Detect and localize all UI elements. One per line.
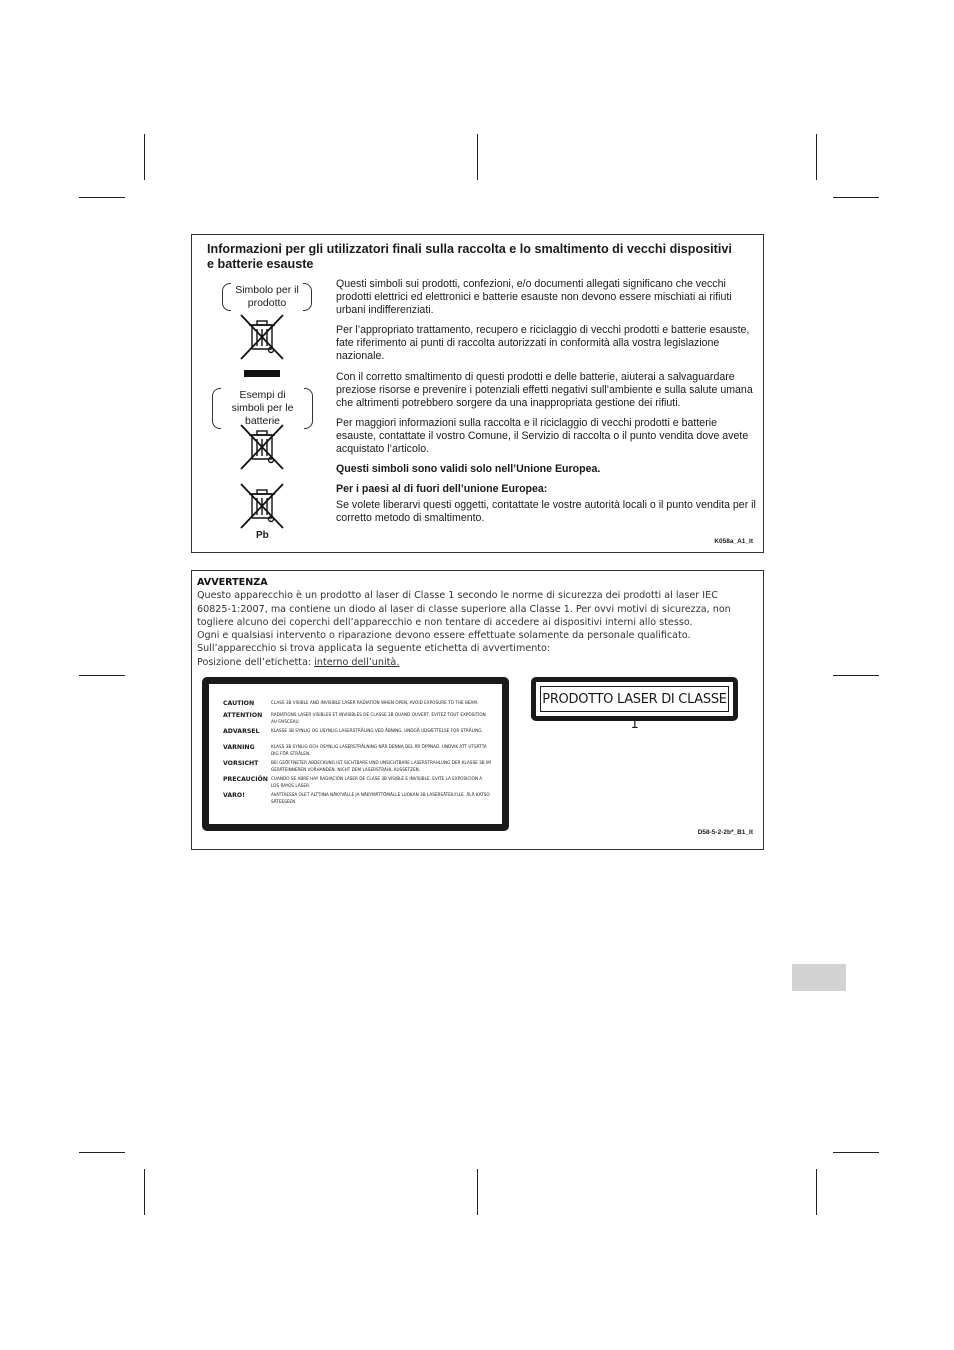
crop-mark [833,197,879,198]
crop-mark [79,675,125,676]
product-symbol-bar [244,370,280,377]
weee-code: K058a_A1_It [714,538,753,545]
outside-eu-text: Se volete liberarvi questi oggetti, contattate le vostre autorità locali o il punto vendita per il corretto metodo di smaltimento. [336,499,756,525]
laser-caution-label: CAUTION CLASS 3B VISIBLE AND INVISIBLE LASER RADIATION WHEN OPEN, AVOID EXPOSURE TO THE BEAM. ATTENTION RADIATIONS LASER VISIBLES ET INVISIBLES DE CLASSE 3B QUAND OUVERT, ÉVITEZ TOUT EXPOSITION AU FAISCEAU. ADVARSEL KLASSE 3B SYNLIG OG USYNLIG LASERSTRÅLING VED ÅBNING. UNDGÅ UDSÆTTELSE FOR STRÅLING. VARNING KLASS 3B SYNLIG OCH OSYNLIG LASERSTRÅLNING NÄR DENNA DEL ÄR ÖPPNAD. UNDVIK ATT UTSÄTTA DIG FÖR STRÅLEN. VORSICHT BEI GEÖFFNETER ABDECKUNG IST SICHTBARE UND UNSICHTBARE LASERSTRAHLUNG DER KLASSE 3B IM GERÄTEINNEREN VORHANDEN. NICHT DEM LASERSTRAHL AUSSETZEN. PRECAUCIÓN CUANDO SE ABRE HAY RADIACIÓN LÁSER DE CLASE 3B VISIBLE E INVISIBLE. EVITE LA EXPOSICIÓN A LOS RAYOS LÁSER. VARO! AVATTAESSA OLET ALTTIINA NÄKYVÄLLE JA NÄKYMÄTTÖMÄLLE LUOKAN 3B LASERSÄTEILYLLE. ÄLÄ KATSO SÄTEESEEN. [202,677,509,831]
crop-mark [816,1169,817,1215]
page-tab-marker [792,964,846,991]
laser-warning-line: togliere alcuno dei coperchi dell’apparecchio e non tentare di accedere ai dispositivi interni allo stesso. [197,616,693,628]
weee-paragraph: Per maggiori informazioni sulla raccolta e il riciclaggio di vecchi prodotti e batterie esauste, contattate il vostro Comune, il Servizio di raccolta o il punto vendita dove avete acquistato l’articolo. [336,416,749,456]
crop-mark [833,1152,879,1153]
crop-mark [144,1169,145,1215]
pb-label: Pb [256,530,269,541]
crop-mark [79,1152,125,1153]
eu-only-note: Questi simboli sono validi solo nell’Unione Europea. [336,463,601,476]
crossed-bin-icon [238,423,286,471]
weee-paragraph: Con il corretto smaltimento di questi prodotti e delle batterie, aiuterai a salvaguardare preziose risorse e prevenire i potenziali effetti negativi sull’ambiente e sulla salute umana che altrimenti potrebbero sorgere da una inappropriata gestione dei rifiuti. [336,370,753,409]
crop-mark [79,197,125,198]
weee-text-column [336,278,756,533]
crop-mark [144,134,145,180]
laser-warning-line: Ogni e qualsiasi intervento o riparazione devono essere effettuate solamente da personale qualificato. [197,630,691,642]
label-position: Posizione dell’etichetta: interno dell’unità. [197,656,400,668]
product-symbol-caption: Simbolo per il prodotto [222,283,312,311]
crop-mark [477,1169,478,1215]
weee-disposal-notice [191,234,764,553]
laser-warning-text [197,576,757,669]
laser-warning-heading: AVVERTENZA [197,577,268,588]
crop-mark [833,675,879,676]
laser-warning-line: 60825-1:2007, ma contiene un diodo al laser di classe superiore alla Classe 1. Per ovvi motivi di sicurezza, non [197,603,731,615]
crop-mark [816,134,817,180]
laser-class1-label: PRODOTTO LASER DI CLASSE 1 [531,677,738,721]
laser-code: D58-5-2-2b*_B1_It [697,829,753,836]
battery-symbol-caption: Esempi di simboli per le batterie [212,388,313,429]
laser-warning-notice [191,570,764,850]
outside-eu-heading: Per i paesi al di fuori dell’unione Europea: [336,483,548,496]
crossed-bin-icon [238,482,286,530]
weee-paragraph: Per l’appropriato trattamento, recupero e riciclaggio di vecchi prodotti e batterie esauste, fate riferimento ai punti di raccolta autorizzati in conformità alla vostra legislazione nazionale. [336,324,750,363]
weee-paragraph: Questi simboli sui prodotti, confezioni, e/o documenti allegati significano che vecchi prodotti elettrici ed elettronici e batterie esauste non devono essere mischiati ai rifiuti urbani indifferenziati. [336,278,732,317]
laser-warning-line: Sull’apparecchio si trova applicata la seguente etichetta di avvertimento: [197,643,551,655]
laser-warning-line: Questo apparecchio è un prodotto al laser di Classe 1 secondo le norme di sicurezza dei prodotti al laser IEC [197,590,718,602]
weee-title: Informazioni per gli utilizzatori finali sulla raccolta e lo smaltimento di vecchi dispositivi e batterie esauste [207,242,732,271]
crossed-bin-icon [238,313,286,361]
crop-mark [477,134,478,180]
